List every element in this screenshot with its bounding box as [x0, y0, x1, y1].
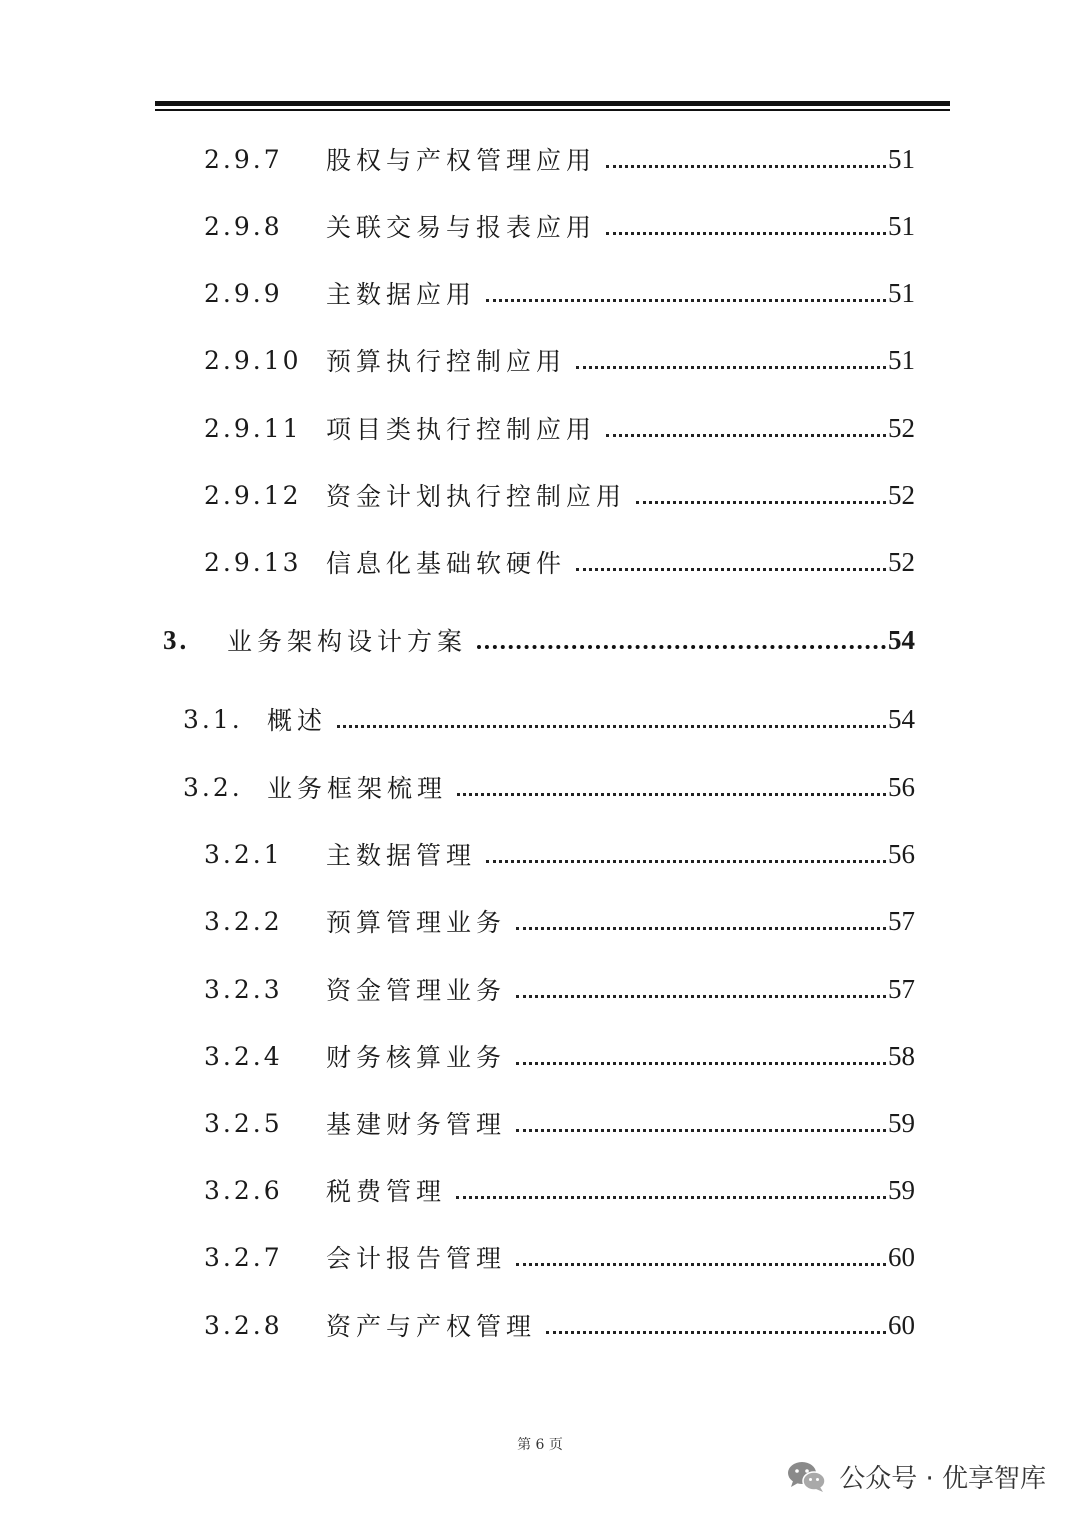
toc-entry[interactable]: [204, 206, 915, 246]
page-number-footer: 第 6 页: [517, 1437, 563, 1453]
toc-title: 业务框架梳理: [267, 774, 448, 803]
toc-entry[interactable]: [204, 139, 915, 179]
toc-title: 项目类执行控制应用: [326, 415, 597, 444]
toc-dot-leader: [636, 501, 886, 504]
toc-dot-leader: [606, 165, 886, 168]
toc-title: 主数据管理: [326, 841, 477, 870]
toc-title: 关联交易与报表应用: [326, 213, 597, 242]
toc-number: 3.2.4: [204, 1041, 283, 1071]
toc-dot-leader: [456, 1196, 886, 1199]
toc-page-number: 51: [888, 344, 915, 375]
toc-number: 2.9.13: [204, 547, 302, 577]
toc-page-number: 51: [888, 210, 915, 241]
toc-page-number: 52: [888, 546, 915, 577]
toc-page-number: 54: [888, 624, 915, 655]
toc-title: 税费管理: [326, 1177, 447, 1206]
toc-title: 信息化基础软硬件: [326, 549, 567, 578]
toc-entry[interactable]: [204, 1103, 915, 1143]
toc-dot-leader: [457, 793, 886, 796]
toc-number: 3.2.6: [204, 1175, 283, 1205]
toc-entry[interactable]: [204, 1036, 915, 1076]
toc-entry[interactable]: [204, 1237, 915, 1277]
toc-title: 资产与产权管理: [326, 1312, 537, 1341]
toc-title: 主数据应用: [326, 280, 477, 309]
toc-title: 基建财务管理: [326, 1110, 507, 1139]
toc-page-number: 54: [888, 703, 915, 734]
toc-dot-leader: [516, 927, 886, 930]
toc-title: 财务核算业务: [326, 1043, 507, 1072]
toc-title: 业务架构设计方案: [227, 627, 468, 656]
toc-entry[interactable]: [204, 408, 915, 448]
toc-dot-leader: [546, 1331, 886, 1334]
toc-title: 股权与产权管理应用: [326, 146, 597, 175]
toc-dot-leader: [516, 1062, 886, 1065]
toc-number: 3.2.7: [204, 1242, 283, 1272]
toc-title: 概述: [267, 706, 328, 735]
toc-dot-leader: [606, 434, 886, 437]
toc-page-number: 60: [888, 1241, 915, 1272]
watermark-text: 公众号 · 优享智库: [839, 1464, 1046, 1494]
toc-entry[interactable]: [204, 340, 915, 380]
toc-number: 2.9.12: [204, 480, 302, 510]
toc-dot-leader: [337, 725, 886, 728]
toc-number: 3.2.: [183, 772, 243, 802]
toc-page-number: 52: [888, 412, 915, 443]
toc-number: 3.2.8: [204, 1310, 283, 1340]
toc-page-number: 58: [888, 1040, 915, 1071]
toc-page-number: 59: [888, 1174, 915, 1205]
watermark: [787, 1458, 1046, 1495]
toc-dot-leader: [516, 1263, 886, 1266]
toc-section-entry[interactable]: [183, 767, 915, 807]
toc-page-number: 51: [888, 277, 915, 308]
toc-page-number: 51: [888, 143, 915, 174]
toc-number: 3.2.5: [204, 1108, 283, 1138]
toc-title: 预算管理业务: [326, 908, 507, 937]
toc-page-number: 59: [888, 1107, 915, 1138]
toc-dot-leader: [516, 1129, 886, 1132]
toc-page-number: 60: [888, 1309, 915, 1340]
toc-dot-leader: [576, 366, 886, 369]
toc-number: 2.9.11: [204, 413, 302, 443]
toc-entry[interactable]: [204, 1170, 915, 1210]
toc-dot-leader: [516, 995, 886, 998]
toc-dot-leader: [486, 299, 886, 302]
toc-chapter-entry[interactable]: [163, 620, 915, 660]
toc-entry[interactable]: [204, 969, 915, 1009]
toc-number: 3.2.1: [204, 839, 283, 869]
toc-dot-leader: [576, 568, 886, 571]
toc-number: 3.2.3: [204, 974, 283, 1004]
toc-number: 3.: [163, 624, 190, 655]
toc-title: 会计报告管理: [326, 1244, 507, 1273]
toc-page-number: 52: [888, 479, 915, 510]
toc-entry[interactable]: [204, 475, 915, 515]
toc-dot-leader: [486, 860, 886, 863]
toc-entry[interactable]: [204, 834, 915, 874]
toc-dot-leader: [606, 232, 886, 235]
header-rule-thin: [155, 109, 950, 111]
toc-number: 2.9.7: [204, 144, 283, 174]
toc-page-number: 56: [888, 838, 915, 869]
toc-title: 资金管理业务: [326, 976, 507, 1005]
toc-title: 预算执行控制应用: [326, 347, 567, 376]
toc-title: 资金计划执行控制应用: [326, 482, 627, 511]
header-rule-thick: [155, 101, 950, 106]
toc-number: 2.9.8: [204, 211, 283, 241]
toc-number: 3.1.: [183, 704, 243, 734]
toc-entry[interactable]: [204, 542, 915, 582]
toc-entry[interactable]: [204, 1305, 915, 1345]
toc-dot-leader: [477, 645, 886, 649]
toc-number: 3.2.2: [204, 906, 283, 936]
toc-page-number: 57: [888, 905, 915, 936]
toc-entry[interactable]: [204, 901, 915, 941]
toc-section-entry[interactable]: [183, 699, 915, 739]
toc-number: 2.9.10: [204, 345, 302, 375]
wechat-icon: [787, 1460, 827, 1494]
toc-page-number: 56: [888, 771, 915, 802]
toc-number: 2.9.9: [204, 278, 283, 308]
toc-entry[interactable]: [204, 273, 915, 313]
toc-page-number: 57: [888, 973, 915, 1004]
